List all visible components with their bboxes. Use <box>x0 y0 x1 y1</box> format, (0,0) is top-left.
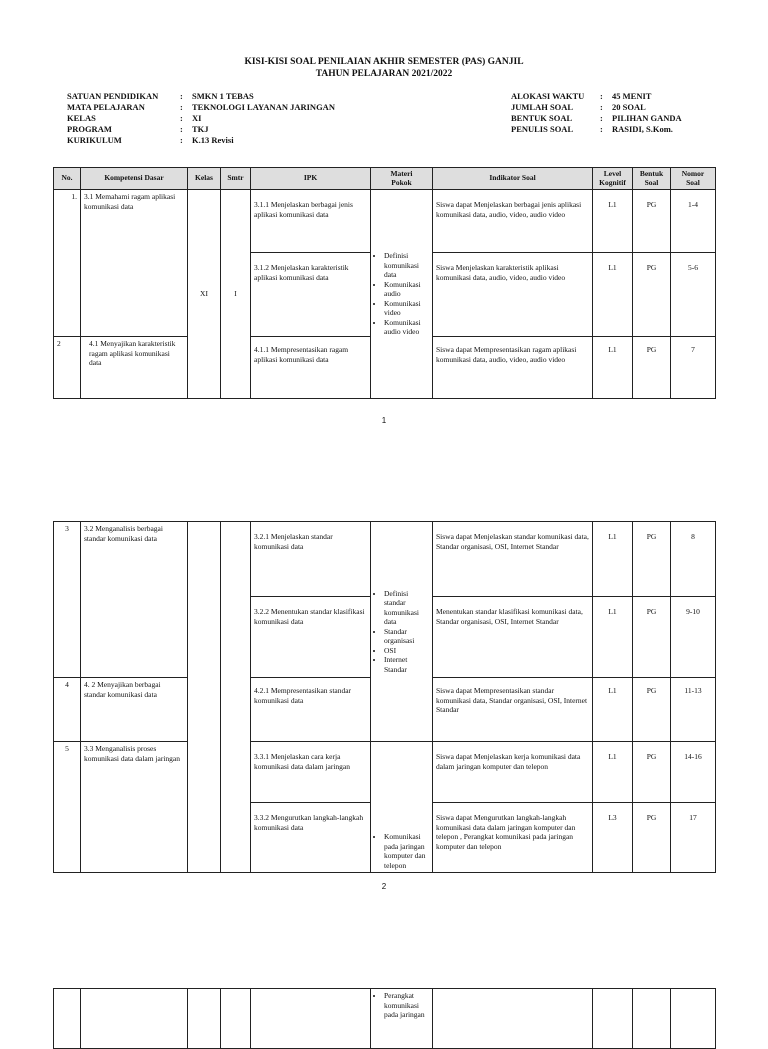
cell-bentuk: PG <box>633 597 671 678</box>
header-bentuk: Bentuk Soal <box>633 168 671 190</box>
cell-nomor: 7 <box>671 337 716 399</box>
materi-item: • OSI <box>384 646 429 656</box>
meta-row-bentuk: BENTUK SOAL : PILIHAN GANDA <box>511 113 682 123</box>
cell-level: L1 <box>593 597 633 678</box>
cell-kd: 3.2 Menganalisis berbagai standar komunikasi data <box>81 522 188 678</box>
table-row <box>54 989 716 1049</box>
header-smtr: Smtr <box>221 168 251 190</box>
cell-indikator: Menentukan standar klasifikasi komunikasi data, Standar organisasi, OSI, Internet Standar <box>433 597 593 678</box>
document-subtitle: TAHUN PELAJARAN 2021/2022 <box>315 69 453 79</box>
meta-right <box>511 91 682 135</box>
cell-nomor <box>671 989 716 1049</box>
cell-nomor: 8 <box>671 522 716 597</box>
cell-ipk: 3.1.1 Menjelaskan berbagai jenis aplikasi komunikasi data <box>251 190 371 253</box>
meta-row-penulis: PENULIS SOAL : RASIDI, S.Kom. <box>511 124 673 134</box>
cell-kd <box>81 989 188 1049</box>
cell-bentuk: PG <box>633 742 671 803</box>
cell-materi <box>371 190 433 399</box>
kisi-table-page-2 <box>53 521 716 873</box>
cell-ipk: 3.3.2 Mengurutkan langkah-langkah komunikasi data <box>251 803 371 873</box>
header-kelas: Kelas <box>188 168 221 190</box>
header-indikator: Indikator Soal <box>433 168 593 190</box>
cell-ipk: 4.1.1 Mempresentasikan ragam aplikasi komunikasi data <box>251 337 371 399</box>
cell-indikator: Siswa dapat Menjelaskan berbagai jenis aplikasi komunikasi data, audio, video, audio video <box>433 190 593 253</box>
cell-indikator: Siswa dapat Mengurutkan langkah-langkah komunikasi data dalam jaringan komputer dan telepon , Perangkat komunikasi pada jaringan komputer dan telepon <box>433 803 593 873</box>
cell-ipk: 3.2.1 Menjelaskan standar komunikasi data <box>251 522 371 597</box>
cell-ipk: 4.2.1 Mempresentasikan standar komunikasi data <box>251 678 371 742</box>
materi-item: • Perangkat komunikasi pada jaringan <box>384 991 429 1020</box>
table-row <box>54 742 716 803</box>
cell-bentuk <box>633 989 671 1049</box>
cell-bentuk: PG <box>633 522 671 597</box>
cell-nomor: 1-4 <box>671 190 716 253</box>
cell-nomor: 17 <box>671 803 716 873</box>
meta-row-satuan: SATUAN PENDIDIKAN : SMKN 1 TEBAS <box>67 91 254 101</box>
cell-bentuk: PG <box>633 803 671 873</box>
table-row <box>54 190 716 253</box>
cell-kelas <box>188 989 221 1049</box>
cell-ipk <box>251 989 371 1049</box>
materi-item: • Standar organisasi <box>384 627 429 646</box>
cell-no <box>54 989 81 1049</box>
cell-indikator: Siswa dapat Menjelaskan kerja komunikasi data dalam jaringan komputer dan telepon <box>433 742 593 803</box>
cell-nomor: 9-10 <box>671 597 716 678</box>
materi-item: • Definisi standar komunikasi data <box>384 589 429 627</box>
cell-kelas: XI <box>188 190 221 399</box>
cell-level: L1 <box>593 522 633 597</box>
cell-nomor: 14-16 <box>671 742 716 803</box>
meta-row-mapel: MATA PELAJARAN : TEKNOLOGI LAYANAN JARINGAN <box>67 102 335 112</box>
cell-no: 3 <box>54 522 81 678</box>
cell-smtr: I <box>221 190 251 399</box>
cell-level: L1 <box>593 190 633 253</box>
cell-nomor: 11-13 <box>671 678 716 742</box>
meta-row-jumlah: JUMLAH SOAL : 20 SOAL <box>511 102 646 112</box>
cell-kelas <box>188 522 221 873</box>
cell-no: 1. <box>54 190 81 337</box>
cell-no: 4 <box>54 678 81 742</box>
cell-kd: 3.1 Memahami ragam aplikasi komunikasi data <box>81 190 188 337</box>
materi-item: • Komunikasi audio video <box>384 318 429 337</box>
table-header-row <box>54 168 716 190</box>
cell-kd: 3.3 Menganalisis proses komunikasi data dalam jaringan <box>81 742 188 873</box>
meta-left <box>67 91 335 146</box>
cell-no: 2 <box>54 337 81 399</box>
cell-level: L1 <box>593 678 633 742</box>
meta-row-kelas: KELAS : XI <box>67 113 202 123</box>
cell-smtr <box>221 989 251 1049</box>
meta-row-program: PROGRAM : TKJ <box>67 124 209 134</box>
cell-indikator: Siswa Menjelaskan karakteristik aplikasi komunikasi data, audio, video, audio video <box>433 253 593 337</box>
cell-ipk: 3.2.2 Menentukan standar klasifikasi komunikasi data <box>251 597 371 678</box>
header-nomor: Nomor Soal <box>671 168 716 190</box>
cell-kd: 4.1 Menyajikan karakteristik ragam aplikasi komunikasi data <box>81 337 188 399</box>
cell-level: L1 <box>593 742 633 803</box>
materi-item: • Komunikasi video <box>384 299 429 318</box>
header-materi: Materi Pokok <box>371 168 433 190</box>
cell-ipk: 3.1.2 Menjelaskan karakteristik aplikasi komunikasi data <box>251 253 371 337</box>
materi-item: • Internet Standar <box>384 655 429 674</box>
cell-bentuk: PG <box>633 678 671 742</box>
header-no: No. <box>54 168 81 190</box>
cell-materi <box>371 989 433 1049</box>
cell-indikator: Siswa dapat Mempresentasikan standar komunikasi data, Standar organisasi, OSI, Internet Standar <box>433 678 593 742</box>
cell-nomor: 5-6 <box>671 253 716 337</box>
cell-materi <box>371 522 433 742</box>
materi-item: • Komunikasi audio <box>384 280 429 299</box>
cell-no: 5 <box>54 742 81 873</box>
cell-indikator <box>433 989 593 1049</box>
header-kd: Kompetensi Dasar <box>81 168 188 190</box>
cell-indikator: Siswa dapat Mempresentasikan ragam aplikasi komunikasi data, audio, video, audio video <box>433 337 593 399</box>
cell-bentuk: PG <box>633 337 671 399</box>
header-ipk: IPK <box>251 168 371 190</box>
cell-materi <box>371 742 433 873</box>
cell-bentuk: PG <box>633 190 671 253</box>
cell-level <box>593 989 633 1049</box>
document-title: KISI-KISI SOAL PENILAIAN AKHIR SEMESTER (PAS) GANJIL <box>244 57 524 67</box>
cell-indikator: Siswa dapat Menjelaskan standar komunikasi data, Standar organisasi, OSI, Internet Standar <box>433 522 593 597</box>
cell-kd: 4. 2 Menyajikan berbagai standar komunikasi data <box>81 678 188 742</box>
meta-row-alokasi: ALOKASI WAKTU : 45 MENIT <box>511 91 652 101</box>
cell-ipk: 3.3.1 Menjelaskan cara kerja komunikasi data dalam jaringan <box>251 742 371 803</box>
cell-level: L3 <box>593 803 633 873</box>
page-number: 2 <box>381 882 387 891</box>
cell-bentuk: PG <box>633 253 671 337</box>
table-row <box>54 522 716 597</box>
cell-level: L1 <box>593 337 633 399</box>
kisi-table-page-3 <box>53 988 716 1049</box>
meta-row-kurikulum: KURIKULUM : K.13 Revisi <box>67 135 234 145</box>
page-number: 1 <box>381 416 387 425</box>
materi-item: • Definisi komunikasi data <box>384 251 429 280</box>
cell-level: L1 <box>593 253 633 337</box>
header-level: Level Kognitif <box>593 168 633 190</box>
cell-smtr <box>221 522 251 873</box>
kisi-table-page-1 <box>53 167 716 399</box>
materi-item: • Komunikasi pada jaringan komputer dan telepon <box>384 832 429 870</box>
